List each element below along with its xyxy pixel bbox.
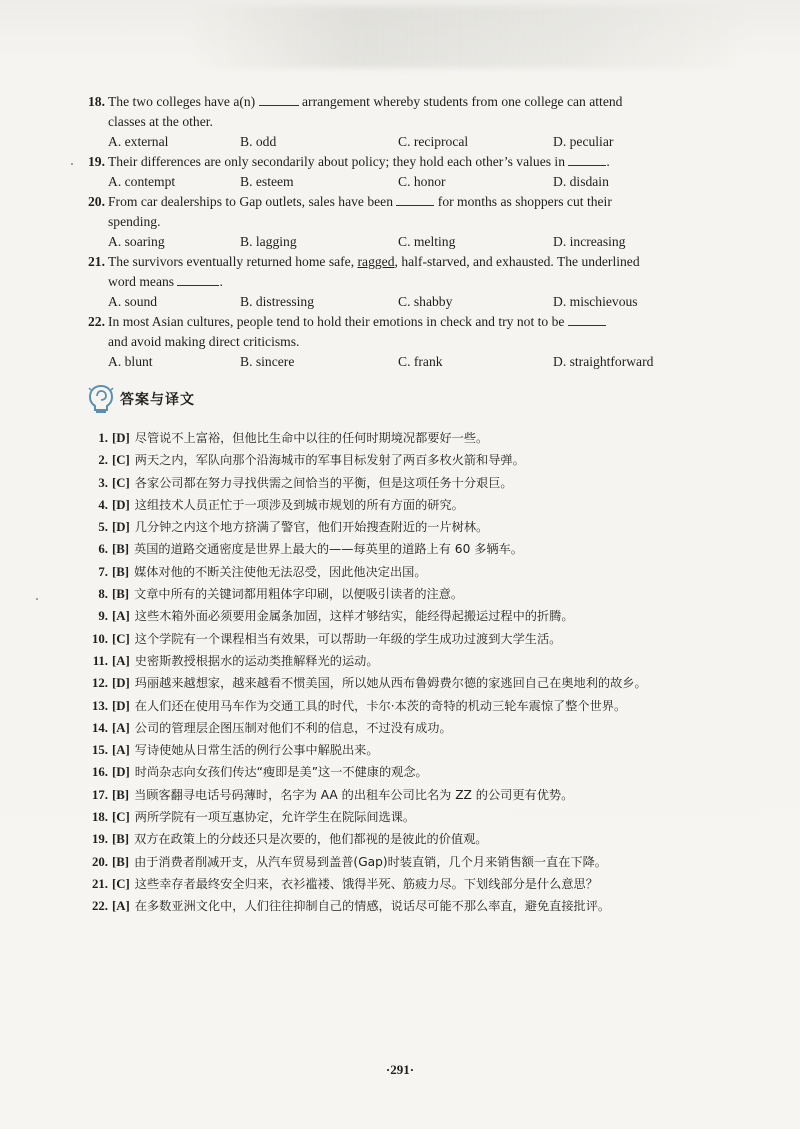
question-text: From car dealerships to Gap outlets, sales have been for months as shoppers cut their bbox=[108, 194, 612, 209]
option-b: B. lagging bbox=[240, 234, 297, 249]
answer-number: 12. bbox=[92, 676, 108, 691]
question-text-cont: and avoid making direct criticisms. bbox=[108, 334, 300, 349]
option-c: C. shabby bbox=[398, 294, 453, 309]
question-21 bbox=[88, 252, 720, 312]
option-b: B. distressing bbox=[240, 294, 315, 309]
option-a: A. contempt bbox=[108, 174, 176, 189]
answer-translation: 媒体对他的不断关注使他无法忍受，因此他决定出国。 bbox=[134, 564, 427, 579]
answer-key: [B] bbox=[112, 542, 130, 557]
question-text-cont: word means . bbox=[108, 274, 223, 289]
answer-list bbox=[88, 427, 728, 918]
answer-key: [A] bbox=[112, 743, 130, 758]
answer-number: 8. bbox=[98, 587, 108, 602]
answer-number: 19. bbox=[92, 832, 108, 847]
answer-number: 22. bbox=[92, 899, 108, 914]
option-d: D. disdain bbox=[553, 174, 609, 189]
answer-row bbox=[88, 828, 728, 850]
answer-row bbox=[88, 739, 728, 761]
answer-translation: 尽管说不上富裕，但他比生命中以往的任何时期境况都要好一些。 bbox=[134, 431, 489, 445]
answer-number: 14. bbox=[92, 720, 108, 735]
lightbulb-icon bbox=[88, 384, 114, 414]
page-number: ·291· bbox=[385, 1062, 415, 1077]
answer-translation: 双方在政策上的分歧还只是次要的，他们都视的是彼此的价值观。 bbox=[134, 832, 488, 847]
question-number: 18. bbox=[88, 94, 105, 109]
answer-key: [D] bbox=[112, 497, 130, 512]
options bbox=[88, 232, 720, 252]
answer-number: 4. bbox=[98, 497, 108, 512]
answer-translation: 这个学院有一个课程相当有效果，可以帮助一年级的学生成功过渡到大学生活。 bbox=[134, 631, 562, 646]
answer-blank bbox=[396, 205, 434, 206]
answer-row bbox=[88, 605, 728, 627]
answer-translation: 当顾客翻寻电话号码薄时，名字为 AA 的出租车公司比名为 ZZ 的公司更有优势。 bbox=[134, 787, 574, 802]
answer-translation: 文章中所有的关键词都用粗体字印刷，以便吸引读者的注意。 bbox=[134, 587, 464, 602]
answer-row bbox=[88, 583, 728, 605]
answer-number: 1. bbox=[98, 431, 108, 445]
option-d: D. straightforward bbox=[553, 354, 654, 369]
question-number: 22. bbox=[88, 314, 105, 329]
answer-number: 9. bbox=[98, 609, 108, 624]
answer-key: [A] bbox=[112, 720, 130, 735]
answer-translation: 几分钟之内这个地方挤满了警官，他们开始搜查附近的一片树林。 bbox=[134, 520, 489, 535]
options bbox=[88, 172, 720, 192]
question-text: The two colleges have a(n) arrangement whereby students from one college can attend bbox=[108, 94, 623, 109]
answer-key: [C] bbox=[112, 453, 130, 468]
question-list bbox=[88, 92, 720, 372]
answer-key: [D] bbox=[112, 520, 130, 535]
answer-row bbox=[88, 494, 728, 516]
answer-key: [C] bbox=[112, 810, 130, 825]
answer-row bbox=[88, 873, 728, 895]
answer-key: [C] bbox=[112, 631, 130, 646]
answer-number: 21. bbox=[92, 876, 108, 891]
answer-row bbox=[88, 672, 728, 694]
answer-row bbox=[88, 806, 728, 828]
option-a: A. external bbox=[108, 134, 169, 149]
question-20 bbox=[88, 192, 720, 252]
question-number: 21. bbox=[88, 254, 105, 269]
answer-row bbox=[88, 561, 728, 583]
answer-number: 11. bbox=[92, 653, 108, 668]
answer-translation: 英国的道路交通密度是世界上最大的——每英里的道路上有 60 多辆车。 bbox=[134, 542, 523, 557]
answer-translation: 史密斯教授根据水的运动类推解释光的运动。 bbox=[134, 653, 379, 668]
answer-key: [C] bbox=[112, 876, 130, 891]
answer-key: [B] bbox=[112, 832, 130, 847]
answer-key: [B] bbox=[112, 854, 130, 869]
question-text-cont: classes at the other. bbox=[108, 114, 213, 129]
answer-blank bbox=[177, 285, 219, 286]
answer-key: [C] bbox=[112, 475, 130, 490]
answer-key: [A] bbox=[112, 899, 130, 914]
answer-translation: 时尚杂志向女孩们传达“瘦即是美”这一不健康的观念。 bbox=[134, 765, 428, 780]
section-title: 答案与译文 bbox=[120, 392, 195, 408]
option-d: D. peculiar bbox=[553, 134, 614, 149]
answer-translation: 写诗使她从日常生活的例行公事中解脱出来。 bbox=[134, 743, 379, 758]
answer-number: 2. bbox=[98, 453, 108, 468]
option-c: C. melting bbox=[398, 234, 456, 249]
answer-translation: 这组技术人员正忙于一项涉及到城市规划的所有方面的研究。 bbox=[134, 497, 464, 512]
answer-number: 15. bbox=[92, 743, 108, 758]
options bbox=[88, 292, 720, 312]
question-18 bbox=[88, 92, 720, 152]
answer-number: 13. bbox=[92, 698, 108, 713]
answer-key: [D] bbox=[112, 676, 130, 691]
underlined-word: ragged bbox=[357, 254, 395, 269]
option-a: A. soaring bbox=[108, 234, 165, 249]
answer-number: 10. bbox=[92, 631, 108, 646]
answer-row bbox=[88, 695, 728, 717]
option-c: C. reciprocal bbox=[398, 134, 469, 149]
option-a: A. sound bbox=[108, 294, 158, 309]
answer-row bbox=[88, 628, 728, 650]
answer-translation: 两天之内，军队向那个沿海城市的军事目标发射了两百多枚火箭和导弹。 bbox=[134, 453, 525, 468]
answer-row bbox=[88, 427, 728, 449]
answer-row bbox=[88, 851, 728, 873]
options bbox=[88, 132, 720, 152]
answer-key: [A] bbox=[112, 609, 130, 624]
option-c: C. frank bbox=[398, 354, 443, 369]
answers-section-header bbox=[88, 384, 195, 414]
answer-number: 18. bbox=[92, 810, 108, 825]
answer-row bbox=[88, 472, 728, 494]
answer-key: [D] bbox=[112, 431, 130, 445]
answer-row bbox=[88, 538, 728, 560]
scan-speck bbox=[36, 598, 38, 600]
answer-row bbox=[88, 516, 728, 538]
answer-key: [B] bbox=[112, 564, 130, 579]
answer-blank bbox=[568, 325, 606, 326]
answer-key: [A] bbox=[112, 653, 130, 668]
answer-number: 5. bbox=[98, 520, 108, 535]
answer-number: 17. bbox=[92, 787, 108, 802]
answer-row bbox=[88, 449, 728, 471]
answer-number: 20. bbox=[92, 854, 108, 869]
answer-row bbox=[88, 717, 728, 739]
option-a: A. blunt bbox=[108, 354, 153, 369]
answer-key: [B] bbox=[112, 587, 130, 602]
question-number: 20. bbox=[88, 194, 105, 209]
answer-translation: 这些幸存者最终安全归来，衣衫褴褛、饿得半死、筋疲力尽。下划线部分是什么意思？ bbox=[134, 876, 598, 891]
answer-number: 7. bbox=[98, 564, 108, 579]
options bbox=[88, 352, 720, 372]
answer-translation: 在人们还在使用马车作为交通工具的时代，卡尔·本茨的奇特的机动三轮车震惊了整个世界。 bbox=[134, 698, 627, 713]
answer-translation: 这些木箱外面必须要用金属条加固，这样才够结实，能经得起搬运过程中的折腾。 bbox=[134, 609, 574, 624]
answer-blank bbox=[259, 105, 299, 106]
answer-row bbox=[88, 761, 728, 783]
answer-translation: 各家公司都在努力寻找供需之间恰当的平衡，但是这项任务十分艰巨。 bbox=[134, 475, 513, 490]
scan-speck bbox=[71, 163, 73, 165]
answer-number: 16. bbox=[92, 765, 108, 780]
answer-key: [B] bbox=[112, 787, 130, 802]
option-b: B. sincere bbox=[240, 354, 295, 369]
answer-translation: 公司的管理层企图压制对他们不利的信息，不过没有成功。 bbox=[134, 720, 452, 735]
option-c: C. honor bbox=[398, 174, 446, 189]
question-text-cont: spending. bbox=[108, 214, 161, 229]
answer-translation: 由于消费者削减开支，从汽车贸易到盖普(Gap)时装直销，几个月来销售额一直在下降。 bbox=[134, 854, 607, 869]
answer-translation: 玛丽越来越想家，越来越看不惯美国，所以她从西布鲁姆费尔德的家逃回自己在奥地利的故乡。 bbox=[134, 676, 647, 691]
question-22 bbox=[88, 312, 720, 372]
question-text: The survivors eventually returned home safe, ragged, half-starved, and exhausted. The underlined bbox=[108, 254, 640, 269]
question-number: 19. bbox=[88, 154, 105, 169]
option-b: B. esteem bbox=[240, 174, 294, 189]
answer-number: 3. bbox=[98, 475, 108, 490]
answer-row bbox=[88, 895, 728, 917]
question-text: Their differences are only secondarily about policy; they hold each other’s values in . bbox=[108, 154, 610, 169]
option-d: D. increasing bbox=[553, 234, 626, 249]
answer-row bbox=[88, 650, 728, 672]
answer-blank bbox=[568, 165, 606, 166]
option-d: D. mischievous bbox=[553, 294, 638, 309]
answer-number: 6. bbox=[98, 542, 108, 557]
answer-row bbox=[88, 784, 728, 806]
question-text: In most Asian cultures, people tend to hold their emotions in check and try not to be bbox=[108, 312, 720, 332]
answer-key: [D] bbox=[112, 765, 130, 780]
option-b: B. odd bbox=[240, 134, 277, 149]
answer-translation: 在多数亚洲文化中，人们往往抑制自己的情感，说话尽可能不那么率直，避免直接批评。 bbox=[134, 899, 611, 914]
answer-key: [D] bbox=[112, 698, 130, 713]
answer-translation: 两所学院有一项互惠协定，允许学生在院际间选课。 bbox=[134, 810, 416, 825]
bleed-through-shadow bbox=[190, 6, 750, 68]
question-19 bbox=[88, 152, 720, 192]
